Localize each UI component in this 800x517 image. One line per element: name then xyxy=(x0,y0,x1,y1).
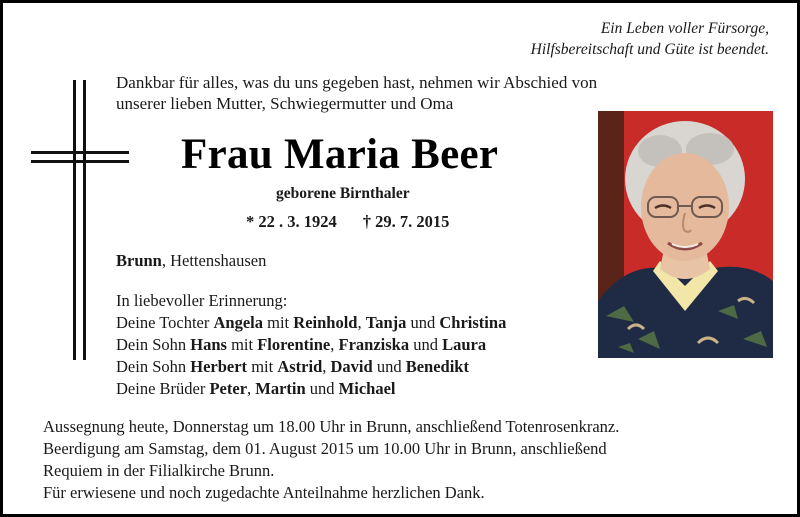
life-dates xyxy=(246,212,449,232)
family-heading: In liebevoller Erinnerung: xyxy=(116,291,288,310)
intro-line-1: Dankbar für alles, was du uns gegeben hast, nehmen wir Abschied von xyxy=(116,73,598,92)
notice-line-1: Aussegnung heute, Donnerstag um 18.00 Uhr in Brunn, anschließend Totenrosenkranz. xyxy=(43,417,620,436)
notice-line-2: Beerdigung am Samstag, dem 01. August 2015 um 10.00 Uhr in Brunn, anschließend xyxy=(43,439,607,458)
family-line: Dein Sohn Herbert mit Astrid, David und Benedikt xyxy=(116,357,469,376)
residence-main: Brunn xyxy=(116,251,162,270)
family-line: Deine Tochter Angela mit Reinhold, Tanja und Christina xyxy=(116,313,507,332)
family-line: Deine Brüder Peter, Martin und Michael xyxy=(116,379,396,398)
double-line-cross-icon xyxy=(31,80,129,360)
deceased-name: Frau Maria Beer xyxy=(181,131,499,178)
residence xyxy=(116,251,266,271)
quote-line-1: Ein Leben voller Fürsorge, xyxy=(600,20,769,37)
family-list xyxy=(116,290,506,400)
notice-line-4: Für erwiesene und noch zugedachte Anteilnahme herzlichen Dank. xyxy=(43,483,485,502)
birth-name: geborene Birnthaler xyxy=(276,185,410,202)
portrait-photo xyxy=(598,111,773,358)
family-line: Dein Sohn Hans mit Florentine, Franziska und Laura xyxy=(116,335,487,354)
birth-date: * 22 . 3. 1924 xyxy=(246,212,337,231)
quote-line-2: Hilfsbereitschaft und Güte ist beendet. xyxy=(530,41,769,58)
notice-line-3: Requiem in der Filialkirche Brunn. xyxy=(43,461,275,480)
death-date: † 29. 7. 2015 xyxy=(362,212,450,231)
intro-line-2: unserer lieben Mutter, Schwiegermutter und Oma xyxy=(116,94,454,113)
funeral-notice xyxy=(43,416,619,504)
residence-rest: , Hettenshausen xyxy=(161,251,267,270)
